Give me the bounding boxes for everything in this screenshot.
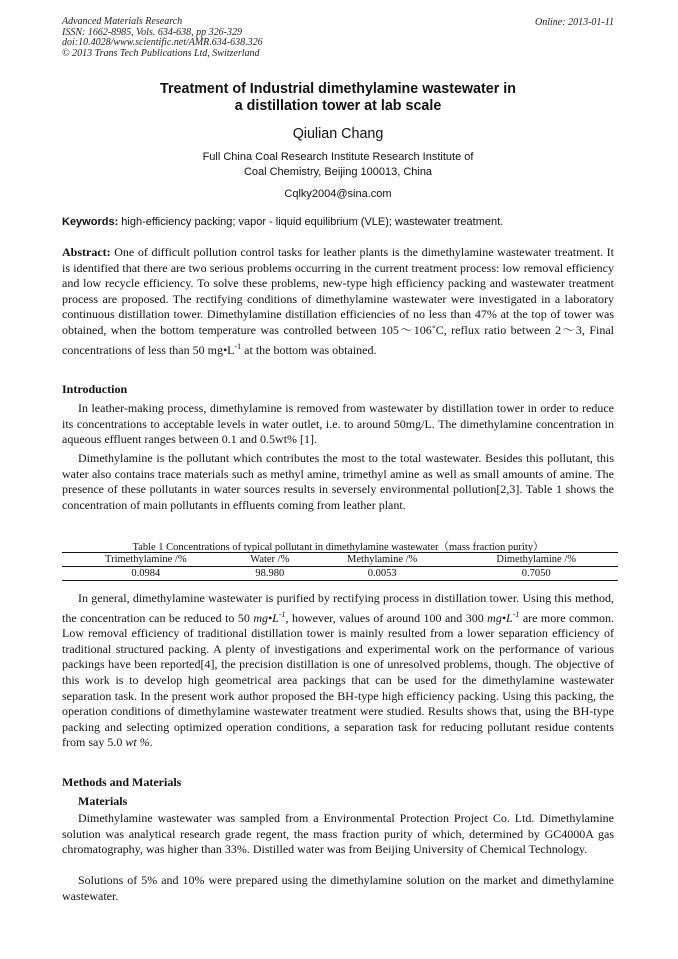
unit-text: mg•L [253,610,279,625]
copyright-line: © 2013 Trans Tech Publications Ltd, Switzerland [62,47,260,59]
body-text: are more common. Low removal efficiency of traditional distillation tower is mainly resulted from a lower separation efficiency of traditional structured packing. A plenty of investigations and experimental work on the performance of various packings have been reported[4], the precision distillation is one of unresolved problems, though. The objective of this work is to develop high geometrical area packings that can be used for the dimethylamine wastewater separation task. In the present work author proposed the BH-type high efficiency packing. Using this packing, the operation conditions of dimethylamine wastewater treatment were studied. Results shows that, using the BH-type packing and selecting optimized operation conditions, a separation task for reducing pollutant residue contents from say 5.0 [62,610,614,750]
methods-paragraph-1: Dimethylamine wastewater was sampled from a Environmental Protection Project Co. Ltd. Dimethylamine solution was analytical research grade regent, the mass fraction purity of which, determined by GC4000A gas chromatography, was higher than 33%. Distilled water was from Beijing University of Chemical Technology. [62,811,614,857]
introduction-heading: Introduction [62,382,128,396]
affiliation-line-1: Full China Coal Research Institute Research Institute of [202,151,474,163]
table-header-cell: Trimethylamine /% [105,554,187,565]
table-header-cell: Methylamine /% [347,554,418,565]
journal-header [62,17,263,59]
title-line-1: Treatment of Industrial dimethylamine wastewater in [160,81,516,97]
body-text: In general, dimethylamine wastewater is purified by rectifying process in distillation tower. Using this method, the concentration can be reduced to 50 [62,591,614,625]
materials-subheading: Materials [78,794,128,808]
table-cell: 0.0984 [131,568,161,579]
body-text: . [149,735,153,750]
paper-title [62,81,614,115]
affiliation-line-2: Coal Chemistry, Beijing 100013, China [243,166,433,178]
author-name: Qiulian Chang [292,126,384,142]
introduction-paragraph-1: In leather-making process, dimethylamine is removed from wastewater by distillation tower in order to reduce its concentrations to acceptable levels in water outlet, i.e. to around 50mg/L. The dimethylamine concentration in aqueous effluent ranges between 0.1 and 0.5wt% [1]. [62,401,614,447]
abstract-text-end: at the bottom was obtained. [241,342,377,357]
unit-superscript: -1 [512,609,520,619]
affiliation [62,150,614,180]
title-line-2: a distillation tower at lab scale [234,98,442,114]
unit-text: mg•L [487,610,513,625]
table-header-cell: Water /% [250,554,290,565]
unit-superscript: -1 [278,609,286,619]
body-text: , however, values of around 100 and 300 [285,610,488,625]
concentration-table [62,552,618,581]
methods-heading: Methods and Materials [62,775,182,789]
keywords-label: Keywords: [62,216,119,228]
introduction-paragraph-2: Dimethylamine is the pollutant which contributes the most to the total wastewater. Besides this pollutant, this water also contains trace materials such as methyl amine, trimethyl amine as well as small amounts of amine. The presence of these pollutants in water sources results in seversely environmental pollution[2,3]. Table 1 shows the concentration of main pollutants in effluents coming from leather plant. [62,451,614,512]
table-header-cell: Dimethylamine /% [496,554,576,565]
keywords-text: high-efficiency packing; vapor - liquid equilibrium (VLE); wastewater treatment. [118,216,504,228]
doi-line: doi:10.4028/www.scientific.net/AMR.634-638.326 [62,37,263,48]
abstract-superscript: -1 [234,341,242,351]
issn-line: ISSN: 1662-8985, Vols. 634-638, pp 326-329 [62,26,242,38]
keywords [62,216,614,228]
table-cell: 98.980 [255,568,285,579]
table-row [62,567,618,581]
author-email: Cqlky2004@sina.com [284,188,392,200]
table-caption: Table 1 Concentrations of typical pollutant in dimethylamine wastewater（mass fraction purity） [132,542,544,553]
table-cell: 0.0053 [367,568,397,579]
unit-text: wt % [125,735,150,750]
table-cell: 0.7050 [521,568,551,579]
table-header-row [62,553,618,567]
abstract [62,245,614,358]
body-paragraph [62,591,614,751]
journal-name: Advanced Materials Research [62,16,183,27]
online-date: Online: 2013-01-11 [535,17,614,28]
abstract-text: One of difficult pollution control tasks for leather plants is the dimethylamine wastewater treatment. It is identified that there are two serious problems occurring in the current treatment process: low removal efficiency and low recycle efficiency. To solve these problems, new-type high efficiency packing and wastewater treatment process are proposed. The rectifying conditions of dimethylamine wastewater were investigated in a laboratory continuous distillation tower. Dimethylamine distillation efficiencies of no less than 47% at the top of tower was obtained, when the bottom temperature was controlled between 105～106˚C, reflux ratio between 2～3, Final concentrations of less than 50 mg•L [62,245,614,357]
abstract-label: Abstract: [62,245,111,259]
methods-paragraph-2: Solutions of 5% and 10% were prepared using the dimethylamine solution on the market and dimethylamine wastewater. [62,873,614,903]
